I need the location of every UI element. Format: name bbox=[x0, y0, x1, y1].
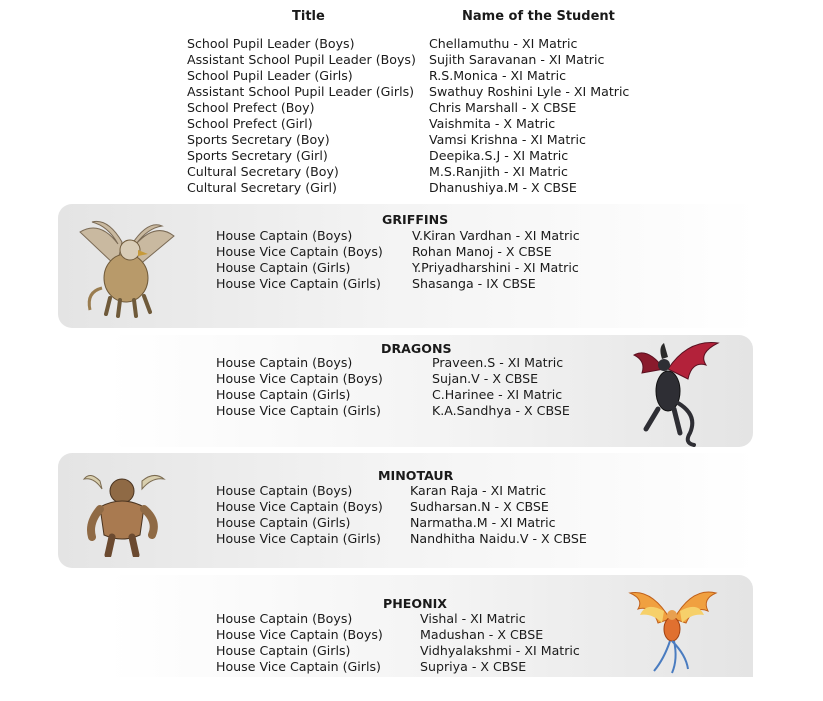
role-title: House Vice Captain (Boys) bbox=[216, 499, 383, 514]
student-name: Sudharsan.N - X CBSE bbox=[410, 499, 549, 514]
house-panel-griffins bbox=[58, 204, 758, 328]
house-row bbox=[216, 276, 636, 292]
leader-title: School Pupil Leader (Boys) bbox=[187, 36, 355, 51]
leader-name: Vaishmita - X Matric bbox=[429, 116, 556, 131]
leader-title: School Prefect (Boy) bbox=[187, 100, 315, 115]
house-row bbox=[216, 611, 636, 627]
house-row bbox=[216, 260, 636, 276]
house-roles-table bbox=[216, 355, 636, 419]
role-title: House Captain (Boys) bbox=[216, 483, 353, 498]
leader-name: M.S.Ranjith - XI Matric bbox=[429, 164, 568, 179]
leader-title: Cultural Secretary (Girl) bbox=[187, 180, 337, 195]
house-row bbox=[216, 355, 636, 371]
house-row bbox=[216, 228, 636, 244]
leader-title: School Pupil Leader (Girls) bbox=[187, 68, 353, 83]
dragon-icon bbox=[628, 339, 720, 447]
role-title: House Captain (Girls) bbox=[216, 515, 351, 530]
student-name: K.A.Sandhya - X CBSE bbox=[432, 403, 570, 418]
house-row bbox=[216, 627, 636, 643]
student-name: Rohan Manoj - X CBSE bbox=[412, 244, 552, 259]
role-title: House Vice Captain (Girls) bbox=[216, 531, 381, 546]
student-name: Nandhitha Naidu.V - X CBSE bbox=[410, 531, 587, 546]
leader-name: Chellamuthu - XI Matric bbox=[429, 36, 578, 51]
house-title: PHEONIX bbox=[383, 596, 448, 611]
phoenix-icon bbox=[624, 579, 720, 675]
leader-title: School Prefect (Girl) bbox=[187, 116, 313, 131]
house-row bbox=[216, 483, 636, 499]
leader-name: Swathuy Roshini Lyle - XI Matric bbox=[429, 84, 630, 99]
student-name: Vishal - XI Matric bbox=[420, 611, 526, 626]
leader-title: Assistant School Pupil Leader (Girls) bbox=[187, 84, 415, 99]
role-title: House Captain (Boys) bbox=[216, 611, 353, 626]
house-roles-table bbox=[216, 483, 636, 547]
house-row bbox=[216, 403, 636, 419]
house-row bbox=[216, 643, 636, 659]
student-name: Sujan.V - X CBSE bbox=[432, 371, 539, 386]
house-row bbox=[216, 371, 636, 387]
title-column-header: Title bbox=[292, 9, 325, 24]
leader-name: Sujith Saravanan - XI Matric bbox=[429, 52, 605, 67]
house-row bbox=[216, 499, 636, 515]
student-name: Praveen.S - XI Matric bbox=[432, 355, 564, 370]
house-roles-table bbox=[216, 228, 636, 292]
leader-title: Cultural Secretary (Boy) bbox=[187, 164, 339, 179]
student-name: V.Kiran Vardhan - XI Matric bbox=[412, 228, 580, 243]
role-title: House Vice Captain (Boys) bbox=[216, 371, 383, 386]
leader-name: Chris Marshall - X CBSE bbox=[429, 100, 577, 115]
student-name: Y.Priyadharshini - XI Matric bbox=[412, 260, 579, 275]
student-name: Supriya - X CBSE bbox=[420, 659, 527, 674]
leader-name: Deepika.S.J - XI Matric bbox=[429, 148, 569, 163]
leader-title: Sports Secretary (Girl) bbox=[187, 148, 328, 163]
house-title: GRIFFINS bbox=[382, 212, 449, 227]
house-row bbox=[216, 659, 636, 675]
leader-name: Vamsi Krishna - XI Matric bbox=[429, 132, 586, 147]
house-row bbox=[216, 244, 636, 260]
house-roles-table bbox=[216, 611, 636, 675]
role-title: House Captain (Girls) bbox=[216, 260, 351, 275]
leader-title: Sports Secretary (Boy) bbox=[187, 132, 330, 147]
student-name: Shasanga - IX CBSE bbox=[412, 276, 536, 291]
house-title: DRAGONS bbox=[381, 341, 452, 356]
house-panel-dragons bbox=[108, 335, 753, 447]
role-title: House Captain (Boys) bbox=[216, 355, 353, 370]
role-title: House Captain (Girls) bbox=[216, 387, 351, 402]
student-name: Karan Raja - XI Matric bbox=[410, 483, 547, 498]
student-name: Vidhyalakshmi - XI Matric bbox=[420, 643, 580, 658]
role-title: House Captain (Girls) bbox=[216, 643, 351, 658]
name-column-header: Name of the Student bbox=[462, 9, 615, 24]
role-title: House Vice Captain (Girls) bbox=[216, 659, 381, 674]
student-name: C.Harinee - XI Matric bbox=[432, 387, 563, 402]
role-title: House Vice Captain (Boys) bbox=[216, 627, 383, 642]
leader-title: Assistant School Pupil Leader (Boys) bbox=[187, 52, 416, 67]
role-title: House Vice Captain (Boys) bbox=[216, 244, 383, 259]
house-title: MINOTAUR bbox=[378, 468, 454, 483]
leader-name: R.S.Monica - XI Matric bbox=[429, 68, 567, 83]
house-row bbox=[216, 531, 636, 547]
leader-name: Dhanushiya.M - X CBSE bbox=[429, 180, 577, 195]
house-row bbox=[216, 515, 636, 531]
house-panel-pheonix bbox=[108, 575, 753, 677]
house-row bbox=[216, 387, 636, 403]
house-panel-minotaur bbox=[58, 453, 758, 568]
student-name: Narmatha.M - XI Matric bbox=[410, 515, 556, 530]
role-title: House Vice Captain (Girls) bbox=[216, 403, 381, 418]
role-title: House Captain (Boys) bbox=[216, 228, 353, 243]
student-name: Madushan - X CBSE bbox=[420, 627, 544, 642]
minotaur-icon bbox=[80, 467, 172, 557]
griffin-icon bbox=[70, 214, 182, 320]
role-title: House Vice Captain (Girls) bbox=[216, 276, 381, 291]
